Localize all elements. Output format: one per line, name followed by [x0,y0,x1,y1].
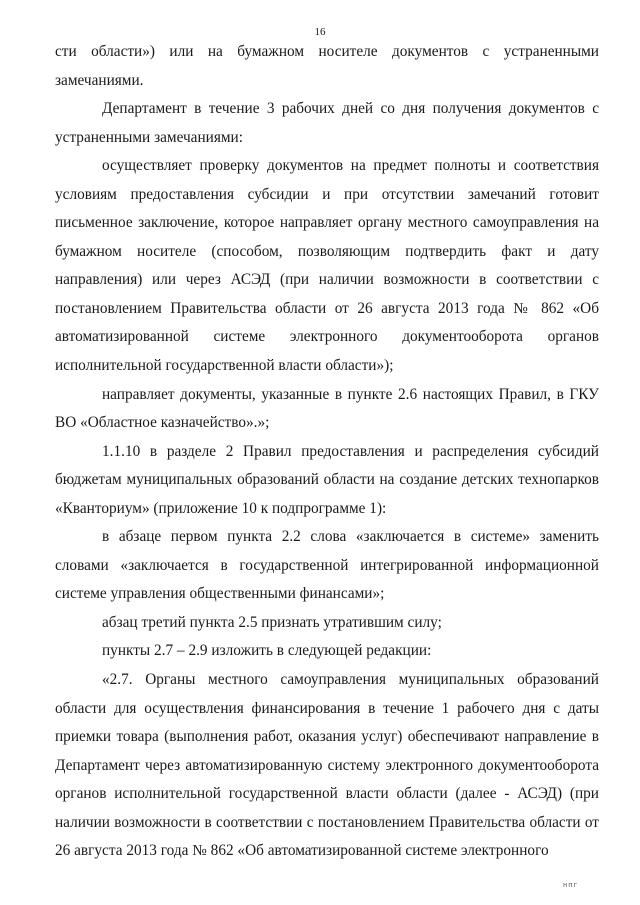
paragraph: в абзаце первом пункта 2.2 слова «заключается в системе» заменить словами «заключается в государственной интегрированной информационной системе управления общественными финансами»; [55,528,599,603]
page-number: 16 [314,26,326,38]
document-body [55,38,599,866]
paragraph: осуществляет проверку документов на предмет полноты и соответствия условиям предоставления субсидии и при отсутствии замечаний готовит письменное заключение, которое направляет органу местного самоуправления на бумажном носителе (способом, позволяющим подтвердить факт и дату направления) или через АСЭД (при наличии возможности в соответствии с постановлением Правительства области от 26 августа 2013 года № 862 «Об автоматизированной системе электронного документооборота органов исполнительной государственной власти области»); [55,157,599,375]
paragraph: сти области») или на бумажном носителе документов с устраненными замечаниями. [55,43,599,89]
paragraph: направляет документы, указанные в пункте 2.6 настоящих Правил, в ГКУ ВО «Областное казначейство».»; [55,385,599,432]
paragraph: Департамент в течение 3 рабочих дней со дня получения документов с устраненными замечаниями: [55,100,599,146]
paragraph: пункты 2.7 – 2.9 изложить в следующей редакции: [102,642,432,660]
paragraph: 1.1.10 в разделе 2 Правил предоставления и распределения субсидий бюджетам муниципальных образований области на создание детских технопарков «Кванториум» (приложение 10 к подпрограмме 1): [55,442,599,517]
paragraph: «2.7. Органы местного самоуправления муниципальных образований области для осуществления финансирования в течение 1 рабочего дня с даты приемки товара (выполнения работ, оказания услуг) обеспечивают направление в Департамент через автоматизированную систему электронного документооборота органов исполнительной государственной власти области (далее - АСЭД) (при наличии возможности в соответствии с постановлением Правительства области от 26 августа 2013 года № 862 «Об автоматизированной системе электронного [55,671,599,860]
paragraph: абзац третий пункта 2.5 признать утратившим силу; [102,613,442,631]
footer-code: нпг [563,882,579,890]
